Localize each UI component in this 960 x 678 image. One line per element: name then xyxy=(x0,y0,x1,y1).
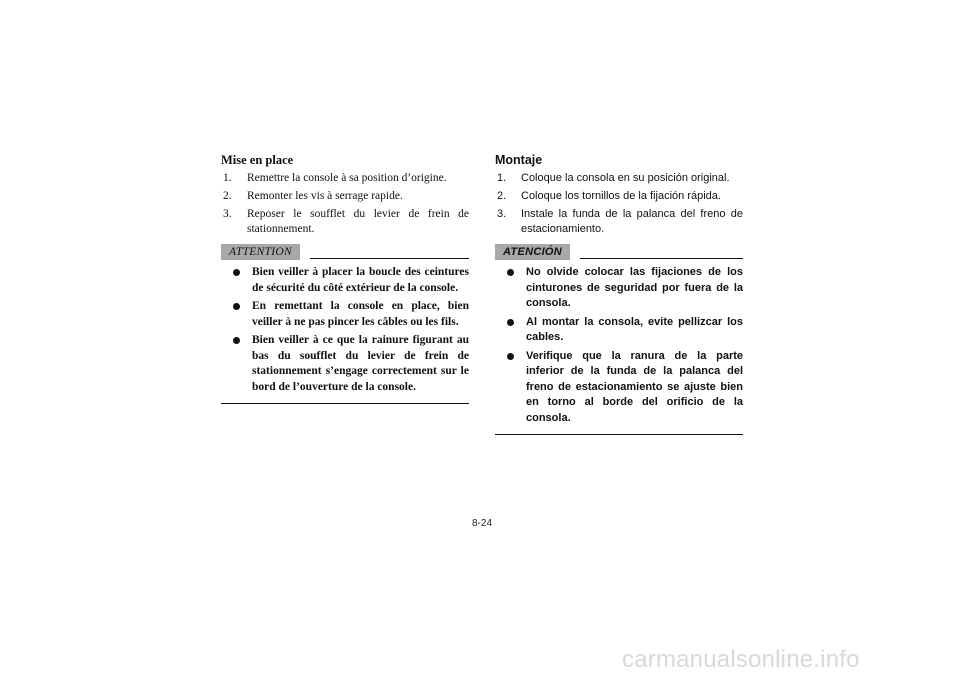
list-item xyxy=(495,189,743,204)
bullet-icon xyxy=(233,303,240,310)
bullet-text: No olvide colocar las fijaciones de los cinturones de seguridad por fuera de la consola. xyxy=(526,266,743,309)
bullet-icon xyxy=(507,269,514,276)
bullet-text: En remettant la console en place, bien veiller à ne pas pincer les câbles ou les fils. xyxy=(252,300,469,328)
french-steps xyxy=(221,171,469,237)
step-text: Remettre la console à sa position d’origine. xyxy=(247,172,447,184)
bullet-text: Bien veiller à ce que la rainure figurant au bas du soufflet du levier de frein de stationnement s’engage correctement sur le bord de l’ouverture de la console. xyxy=(252,334,469,393)
french-caution-box xyxy=(221,243,469,404)
bullet-icon xyxy=(507,319,514,326)
spanish-caution-list xyxy=(495,265,743,426)
bullet-icon xyxy=(233,337,240,344)
watermark: carmanualsonline.info xyxy=(622,646,860,673)
list-item xyxy=(221,265,469,296)
list-item xyxy=(495,349,743,427)
page-number: 8-24 xyxy=(472,518,493,529)
list-item xyxy=(221,299,469,330)
caution-badge: ATENCIÓN xyxy=(495,244,570,260)
list-item xyxy=(495,265,743,312)
list-item xyxy=(221,189,469,204)
caution-badge: ATTENTION xyxy=(221,244,300,260)
bullet-text: Verifique que la ranura de la parte inferior de la funda de la palanca del freno de estacionamiento se ajuste bien en torno al borde del orificio de la consola. xyxy=(526,349,743,424)
step-number: 2. xyxy=(223,190,232,202)
list-item xyxy=(495,207,743,237)
list-item xyxy=(221,171,469,186)
caution-header-rule xyxy=(580,258,743,259)
caution-bottom-rule xyxy=(495,434,743,435)
list-item xyxy=(495,315,743,346)
bullet-icon xyxy=(233,269,240,276)
step-number: 1. xyxy=(497,172,507,184)
step-number: 2. xyxy=(497,190,507,202)
bullet-text: Al montar la consola, evite pellizcar los cables. xyxy=(526,315,743,343)
spanish-caution-box xyxy=(495,243,743,435)
step-text: Coloque los tornillos de la fijación rápida. xyxy=(521,190,721,202)
step-text: Coloque la consola en su posición original. xyxy=(521,172,730,184)
caution-header-rule xyxy=(310,258,469,259)
spanish-heading: Montaje xyxy=(495,153,543,167)
list-item xyxy=(495,171,743,186)
step-number: 1. xyxy=(223,172,232,184)
step-number: 3. xyxy=(223,208,232,220)
bullet-text: Bien veiller à placer la boucle des ceintures de sécurité du côté extérieur de la console. xyxy=(252,266,469,294)
french-caution-list xyxy=(221,265,469,395)
bullet-icon xyxy=(507,353,514,360)
step-text: Reposer le soufflet du levier de frein de stationnement. xyxy=(247,208,469,235)
caution-bottom-rule xyxy=(221,403,469,404)
step-number: 3. xyxy=(497,208,507,220)
french-heading: Mise en place xyxy=(221,153,294,167)
spanish-caution-header xyxy=(495,243,743,260)
spanish-column xyxy=(495,152,743,435)
list-item xyxy=(221,333,469,395)
step-text: Remonter les vis à serrage rapide. xyxy=(247,190,403,202)
french-caution-header xyxy=(221,243,469,260)
spanish-steps xyxy=(495,171,743,237)
list-item xyxy=(221,207,469,237)
step-text: Instale la funda de la palanca del freno de estacionamiento. xyxy=(521,208,743,235)
french-column xyxy=(221,152,469,404)
